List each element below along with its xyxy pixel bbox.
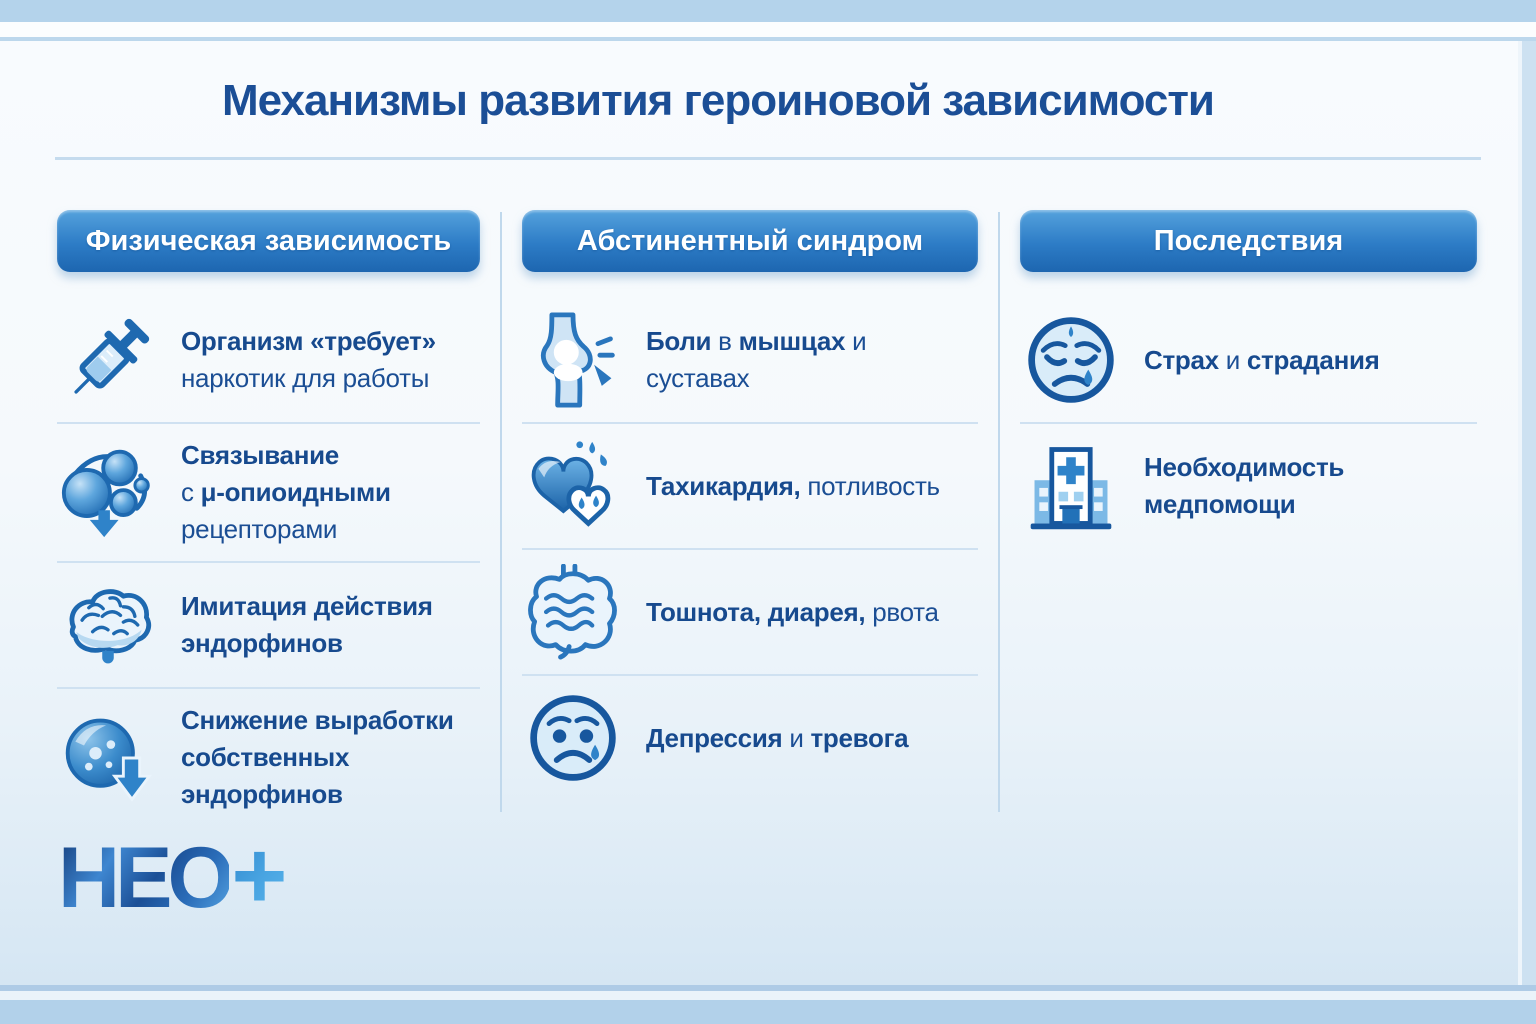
page-title: Механизмы развития героиновой зависимости (222, 76, 1214, 125)
intestines-icon (524, 563, 622, 661)
top-white-strip (0, 22, 1536, 37)
column-header-label: Физическая зависимость (85, 224, 452, 257)
column-header (57, 210, 480, 272)
item-text: Тахикардия, потливость (646, 470, 940, 501)
item-text: Депрессия и тревога (646, 722, 909, 753)
joint-pain-icon (524, 311, 622, 409)
item-text: Страх и страдания (1144, 344, 1380, 375)
bottom-band (0, 1000, 1536, 1024)
list-item (522, 298, 978, 424)
fearful-face-icon (1022, 311, 1120, 409)
list-item (57, 424, 480, 563)
column-header-label: Абстинентный синдром (576, 224, 924, 257)
list-item (522, 676, 978, 800)
sad-face-tear-icon (524, 689, 622, 787)
columns-container (57, 210, 1477, 826)
bottom-white-strip (0, 991, 1536, 1000)
column-2 (522, 210, 978, 826)
items-list (57, 298, 480, 826)
column-3 (1020, 210, 1477, 826)
list-item (57, 689, 480, 826)
title-divider (55, 157, 1481, 160)
item-text: Имитация действия эндорфинов (181, 591, 433, 658)
item-text: Боли в мышцах и суставах (646, 326, 867, 393)
opioid-receptor-icon (59, 444, 157, 542)
endorphin-decrease-icon (59, 709, 157, 807)
item-text: Тошнота, диарея, рвота (646, 596, 939, 627)
top-band (0, 0, 1536, 22)
item-text: Снижение выработки собственных эндорфинов (181, 705, 454, 809)
list-item (522, 550, 978, 676)
items-list (1020, 298, 1477, 548)
logo-text: НЕО (58, 830, 230, 926)
syringe-icon (59, 311, 157, 409)
column-1 (57, 210, 480, 826)
item-text: Связывание с μ-опиоидными рецепторами (181, 440, 391, 544)
list-item (1020, 424, 1477, 548)
neo-plus-logo (58, 822, 288, 929)
column-header-label: Последствия (1153, 224, 1344, 257)
item-text: Необходимость медпомощи (1144, 452, 1345, 519)
item-text: Организм «требует» наркотик для работы (181, 326, 436, 393)
right-edge-strip (1518, 41, 1536, 985)
list-item (57, 298, 480, 424)
logo-plus-icon: + (231, 822, 288, 929)
brain-icon (59, 576, 157, 674)
heart-sweat-icon (524, 437, 622, 535)
column-header (522, 210, 978, 272)
hospital-icon (1022, 437, 1120, 535)
column-header (1020, 210, 1477, 272)
list-item (1020, 298, 1477, 424)
list-item (522, 424, 978, 550)
items-list (522, 298, 978, 800)
list-item (57, 563, 480, 689)
